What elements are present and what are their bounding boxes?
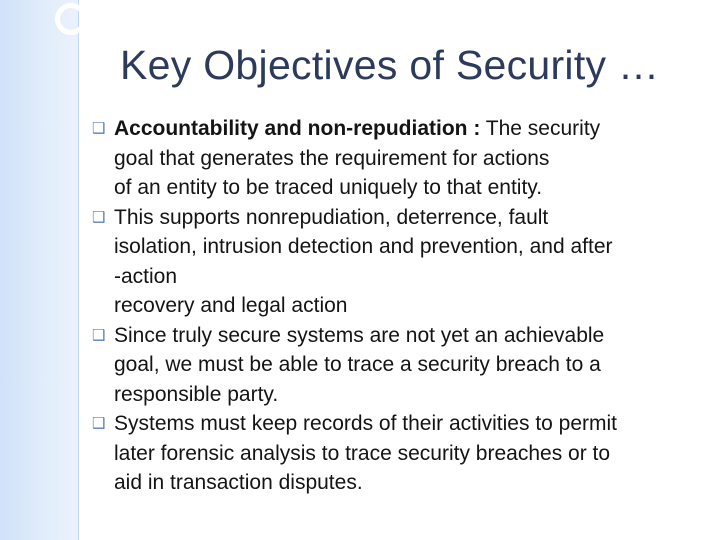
- bullet-text: goal, we must be able to trace a security breach to a: [114, 353, 601, 376]
- side-decoration-band: [0, 0, 79, 540]
- bullet-text: goal that generates the requirement for actions: [114, 146, 550, 170]
- bullet-text: The security: [480, 117, 601, 140]
- hollow-square-bullet-icon: ❑: [92, 208, 106, 226]
- bullet-text: Since truly secure systems are not yet an achievable: [114, 323, 605, 347]
- bullet-lead-term: Accountability and non-repudiation :: [114, 117, 481, 140]
- slide-title: Key Objectives of Security …: [120, 42, 660, 88]
- bullet-item: [92, 203, 717, 321]
- bullet-item: [92, 321, 717, 410]
- hollow-square-bullet-icon: ❑: [92, 120, 106, 137]
- bullet-text: Systems must keep records of their activities to permit: [114, 412, 618, 435]
- bullet-item: [92, 409, 717, 498]
- bullet-text: later forensic analysis to trace security breaches or to: [114, 441, 611, 465]
- bullet-text: This supports nonrepudiation, deterrence, fault: [114, 205, 549, 229]
- hollow-square-bullet-icon: ❑: [92, 326, 106, 344]
- bullet-text: -action: [114, 264, 178, 288]
- hollow-square-bullet-icon: ❑: [92, 415, 106, 432]
- bullet-item: [92, 114, 717, 203]
- ring-decoration: [55, 3, 87, 35]
- bullet-text: isolation, intrusion detection and prevention, and after: [114, 235, 613, 258]
- bullet-text: of an entity to be traced uniquely to that entity.: [114, 176, 543, 199]
- bullet-text: aid in transaction disputes.: [114, 471, 363, 494]
- slide-body: [92, 114, 717, 498]
- bullet-text: recovery and legal action: [114, 294, 348, 317]
- bullet-text: responsible party.: [114, 382, 279, 406]
